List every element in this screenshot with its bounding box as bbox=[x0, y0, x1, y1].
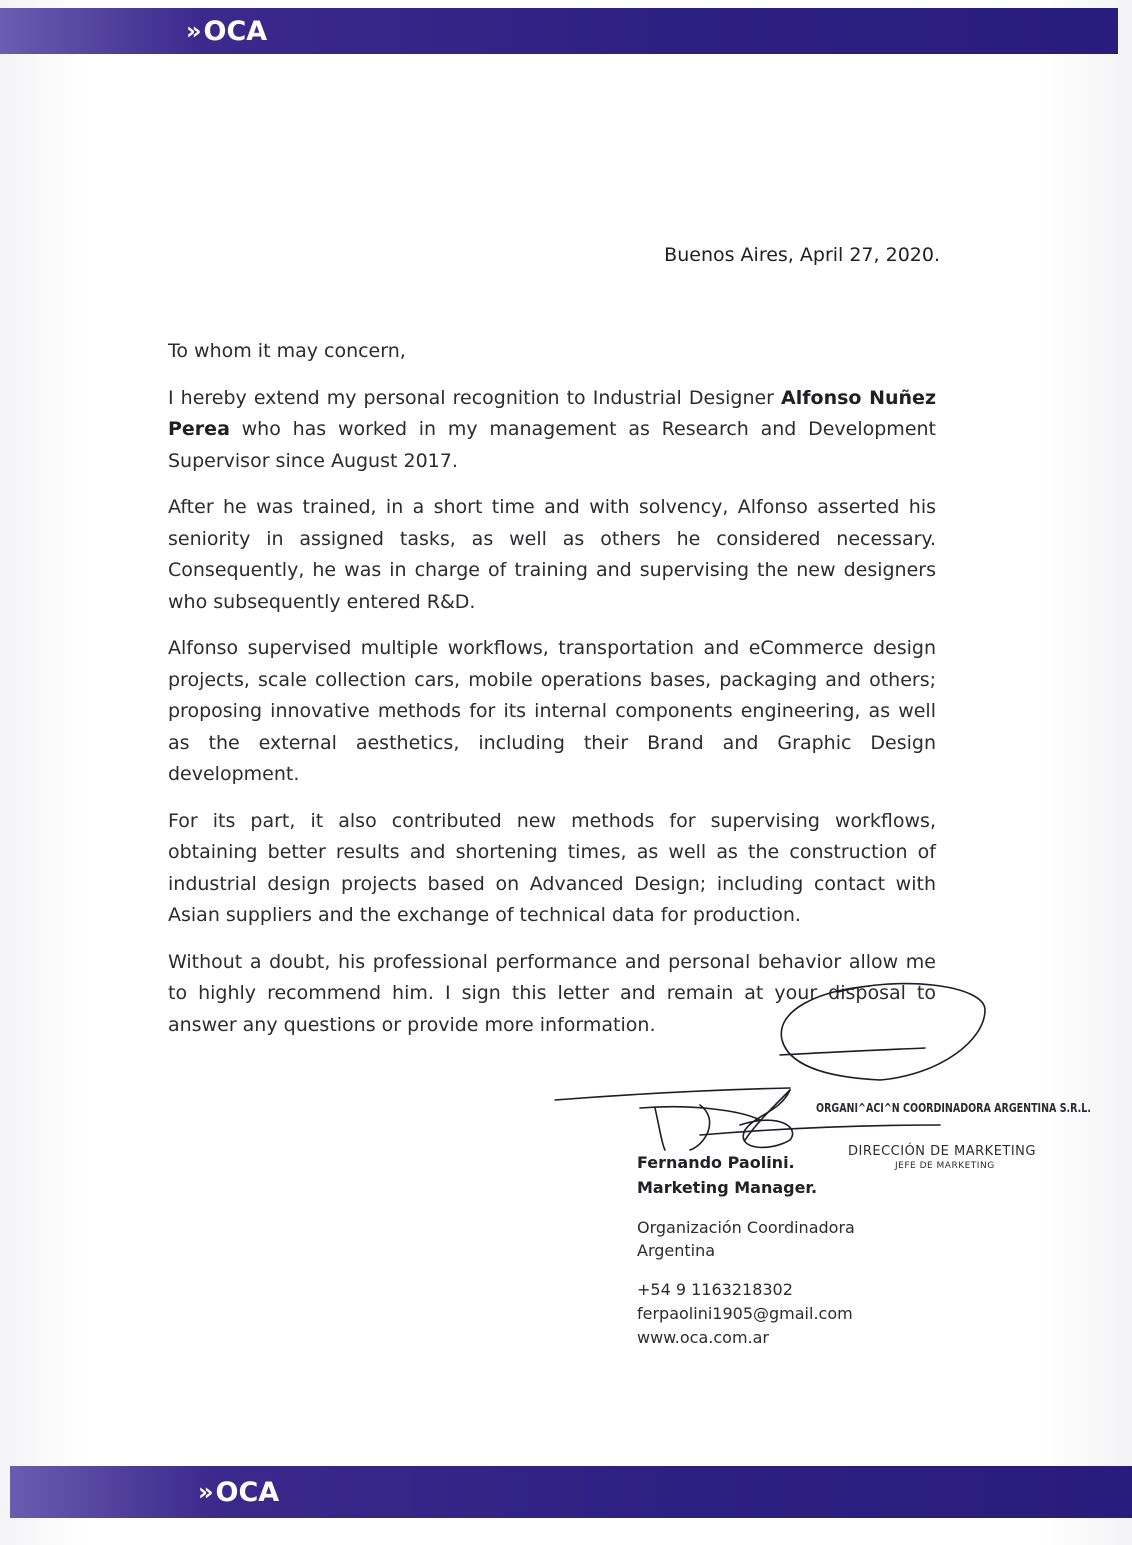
signer-website: www.oca.com.ar bbox=[637, 1328, 769, 1347]
paragraph-3: Alfonso supervised multiple workflows, transportation and eCommerce design projects, scale collection cars, mobile operations bases, packaging and others; proposing innovative methods for its internal components engineering, as well as the external aesthetics, including their Brand and Graphic Design development. bbox=[168, 637, 936, 785]
footer-band bbox=[10, 1466, 1132, 1518]
paragraph-1 bbox=[168, 383, 936, 478]
paragraph-4: For its part, it also contributed new methods for supervising workflows, obtaining better results and shortening times, as well as the construction of industrial design projects based on Advanced Design; including contact with Asian suppliers and the exchange of technical data for production. bbox=[168, 809, 936, 926]
recommended-person-name: Alfonso Nuñez Perea bbox=[168, 386, 936, 440]
logo-text: OCA bbox=[203, 15, 268, 47]
signature-block bbox=[637, 1150, 937, 1350]
oca-logo-bottom bbox=[198, 1477, 279, 1508]
stamp-company: ORGANI^ACI^N COORDINADORA ARGENTINA S.R.L. bbox=[816, 1101, 1091, 1115]
paragraph-2: After he was trained, in a short time and with solvency, Alfonso asserted his seniority in assigned tasks, as well as others he considered necessary. Consequently, he was in charge of training and supervising the new designers who subsequently entered R&D. bbox=[168, 496, 936, 613]
oca-logo-top bbox=[186, 16, 267, 47]
paragraph-1-rest: who has worked in my management as Research and Development Supervisor since August 2017. bbox=[168, 418, 936, 472]
salutation: To whom it may concern, bbox=[168, 340, 406, 362]
signer-phone: +54 9 1163218302 bbox=[637, 1280, 793, 1299]
signer-title: Marketing Manager. bbox=[637, 1178, 818, 1197]
signer-name: Fernando Paolini. bbox=[637, 1153, 795, 1172]
signer-contact bbox=[637, 1278, 937, 1350]
stamp-department: DIRECCIÓN DE MARKETING bbox=[848, 1144, 1036, 1159]
org-line-1: Organización Coordinadora bbox=[637, 1218, 855, 1237]
letter-body bbox=[168, 336, 936, 1056]
header-band bbox=[0, 8, 1118, 54]
logo-text: OCA bbox=[215, 1476, 280, 1508]
chevron-icon: » bbox=[198, 1478, 208, 1506]
signer-organization bbox=[637, 1216, 937, 1262]
letter-date: Buenos Aires, April 27, 2020. bbox=[664, 244, 940, 266]
chevron-icon: » bbox=[186, 17, 196, 45]
stamp-role: JEFE DE MARKETING bbox=[895, 1161, 995, 1171]
org-line-2: Argentina bbox=[637, 1241, 716, 1260]
signer-email: ferpaolini1905@gmail.com bbox=[637, 1304, 853, 1323]
paragraph-5: Without a doubt, his professional performance and personal behavior allow me to highly recommend him. I sign this letter and remain at your disposal to answer any questions or provide more information. bbox=[168, 950, 936, 1036]
paragraph-1-intro: I hereby extend my personal recognition to Industrial Designer bbox=[168, 386, 782, 409]
